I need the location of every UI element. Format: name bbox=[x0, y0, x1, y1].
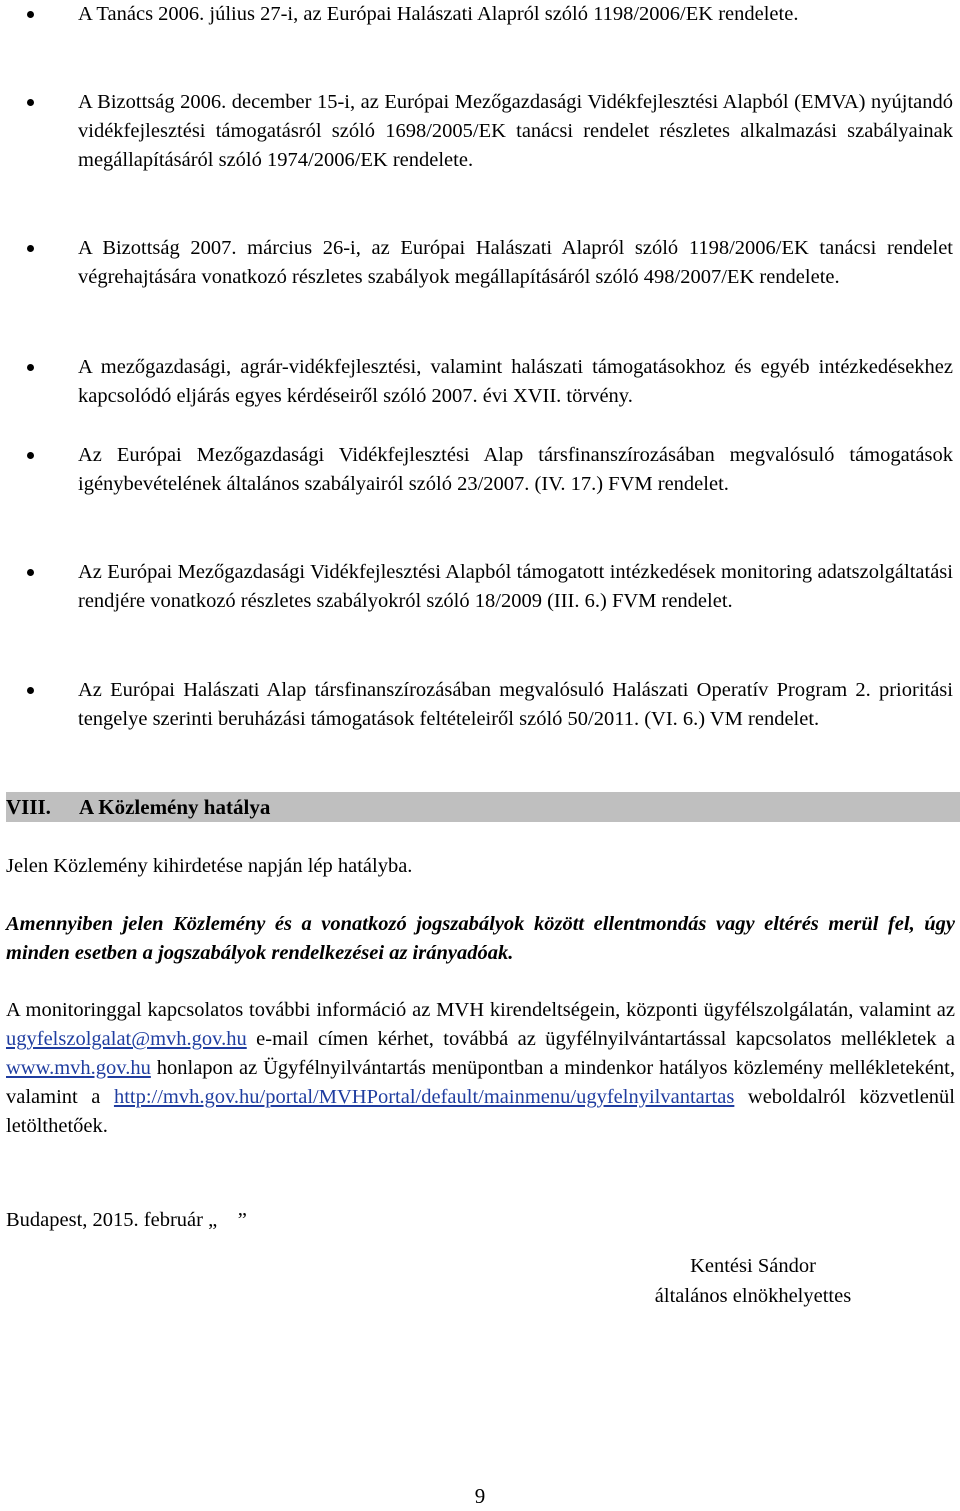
section-number: VIII. bbox=[6, 795, 51, 819]
section-title: A Közlemény hatálya bbox=[79, 795, 271, 819]
signatory-title: általános elnökhelyettes bbox=[654, 1285, 852, 1307]
bullet-icon bbox=[27, 364, 34, 371]
list-item-text: A mezőgazdasági, agrár-vidékfejlesztési, valamint halászati támogatásokhoz és egyéb intézkedésekhez kapcsolódó eljárás egyes kérdéseiről szóló 2007. évi XVII. törvény. bbox=[78, 356, 953, 407]
page-number: 9 bbox=[474, 1484, 486, 1508]
list-item bbox=[78, 234, 953, 292]
list-item bbox=[78, 0, 953, 29]
bullet-icon bbox=[27, 687, 34, 694]
list-item-text: Az Európai Mezőgazdasági Vidékfejlesztési Alap társfinanszírozásában megvalósuló támogatások igénybevételének általános szabályairól szóló 23/2007. (IV. 17.) FVM rendelet. bbox=[78, 444, 953, 495]
list-item bbox=[78, 676, 953, 734]
list-item bbox=[78, 88, 953, 175]
info-text: e-mail címen kérhet, továbbá az ügyfélnyilvántartással kapcsolatos mellékletek a bbox=[246, 1028, 955, 1050]
bullet-icon bbox=[27, 245, 34, 252]
email-link[interactable]: ugyfelszolgalat@mvh.gov.hu bbox=[6, 1028, 247, 1050]
info-paragraph bbox=[6, 996, 955, 1141]
list-item-text: A Tanács 2006. július 27-i, az Európai Halászati Alapról szóló 1198/2006/EK rendelete. bbox=[78, 3, 799, 25]
list-item-text: Az Európai Mezőgazdasági Vidékfejlesztési Alapból támogatott intézkedések monitoring adatszolgáltatási rendjére vonatkozó részletes szabályokról szóló 18/2009 (III. 6.) FVM rendelet. bbox=[78, 561, 953, 612]
signatory-name: Kentési Sándor bbox=[690, 1255, 816, 1277]
portal-link[interactable]: http://mvh.gov.hu/portal/MVHPortal/default/mainmenu/ugyfelnyilvantartas bbox=[113, 1086, 735, 1108]
bullet-icon bbox=[27, 569, 34, 576]
list-item-text: A Bizottság 2007. március 26-i, az Európai Halászati Alapról szóló 1198/2006/EK tanácsi rendelet végrehajtására vonatkozó részletes szabályok megállapításáról szóló 498/2007/EK rendelete. bbox=[78, 237, 953, 288]
list-item-text: Az Európai Halászati Alap társfinanszírozásában megvalósuló Halászati Operatív Program 2. prioritási tengelye szerinti beruházási támogatások feltételeiről szóló 50/2011. (VI. 6.) VM rendelet. bbox=[78, 679, 953, 730]
effective-paragraph: Jelen Közlemény kihirdetése napján lép hatályba. bbox=[6, 855, 413, 877]
info-text: weboldalról közvetlenül letölthetőek. bbox=[6, 1086, 955, 1137]
section-heading bbox=[6, 792, 960, 822]
bullet-icon bbox=[27, 452, 34, 459]
list-item bbox=[78, 441, 953, 499]
list-item-text: A Bizottság 2006. december 15-i, az Európai Mezőgazdasági Vidékfejlesztési Alapból (EMVA) nyújtandó vidékfejlesztési támogatásról szóló 1698/2005/EK tanácsi rendelet részletes alkalmazási szabályainak megállapításáról szóló 1974/2006/EK rendelete. bbox=[78, 91, 953, 171]
list-item bbox=[78, 558, 953, 616]
info-text: honlapon az Ügyfélnyilvántartás menüpontban a mindenkor hatályos közlemény mellékleteként, valamint a bbox=[6, 1057, 955, 1108]
date-line: Budapest, 2015. február „ ” bbox=[6, 1209, 247, 1231]
website-link[interactable]: www.mvh.gov.hu bbox=[6, 1057, 151, 1079]
list-item bbox=[78, 353, 953, 411]
conflict-paragraph: Amennyiben jelen Közlemény és a vonatkozó jogszabályok között ellentmondás vagy eltérés merül fel, úgy minden esetben a jogszabályok rendelkezései az irányadóak. bbox=[6, 913, 955, 964]
bullet-icon bbox=[27, 11, 34, 18]
bullet-icon bbox=[27, 99, 34, 106]
info-text: A monitoringgal kapcsolatos további információ az MVH kirendeltségein, központi ügyfélszolgálatán, valamint az bbox=[6, 999, 955, 1021]
